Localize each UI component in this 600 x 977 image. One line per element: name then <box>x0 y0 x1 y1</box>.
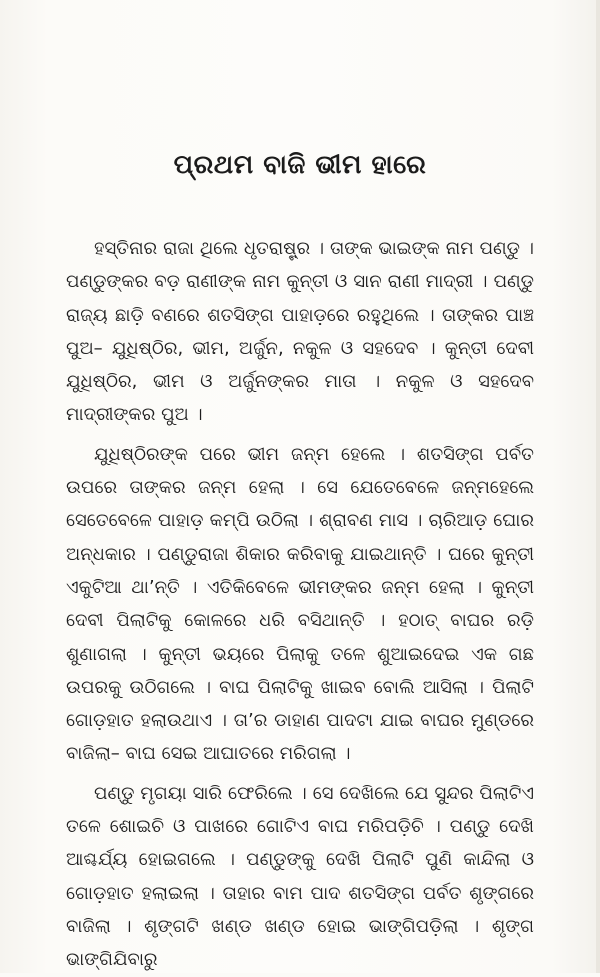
chapter-title: ପ୍ରଥମ ବାଜି ଭୀମ ହାରେ <box>173 150 427 180</box>
paragraph-2: ଯୁଧିଷ୍ଠିରଙ୍କ ପରେ ଭୀମ ଜନ୍ମ ହେଲେ । ଶତସିଙ୍ଗ ପର୍ବତ ଉପରେ ତାଙ୍କର ଜନ୍ମ ହେଲା । ସେ ଯେତେବେଳେ ଜନ୍ମହେଲେ ସେତେବେଳେ ପାହାଡ଼ କମ୍ପି ଉଠିଲା । ଶ୍ରାବଣ ମାସ । ଚାରିଆଡ଼ ଘୋର ଅନ୍ଧକାର । ପଣ୍ଡୁରାଜା ଶିକାର କରିବାକୁ ଯାଇଥାନ୍ତି । ଘରେ କୁନ୍ତୀ ଏକୁଟିଆ ଥା’ନ୍ତି । ଏତିକିବେଳେ ଭୀମଙ୍କର ଜନ୍ମ ହେଲା । କୁନ୍ତୀ ଦେବୀ ପିଲାଟିକୁ କୋଳରେ ଧରି ବସିଥାନ୍ତି । ହଠାତ୍ ବାଘର ରଡ଼ି ଶୁଣାଗଲା । କୁନ୍ତୀ ଭୟରେ ପିଲାକୁ ତଳେ ଶୁଆଇଦେଇ ଏକ ଗଛ ଉପରକୁ ଉଠିଗଲେ । ବାଘ ପିଲାଟିକୁ ଖାଇବ ବୋଲି ଆସିଲା । ପିଲାଟି ଗୋଡ଼ହାତ ହଲାଉଥାଏ । ତା’ର ଡାହାଣ ପାଦଟା ଯାଇ ବାଘର ମୁଣ୍ଡରେ ବାଜିଲା– ବାଘ ସେଇ ଆଘାତରେ ମରିଗଲା । <box>66 443 534 765</box>
chapter-body <box>66 232 534 977</box>
paragraph-3: ପଣ୍ଡୁ ମୃଗୟା ସାରି ଫେରିଲେ । ସେ ଦେଖିଲେ ଯେ ସୁନ୍ଦର ପିଲାଟିଏ ତଳେ ଶୋଇଚି ଓ ପାଖରେ ଗୋଟିଏ ବାଘ ମରିପଡ଼ିଚି । ପଣ୍ଡୁ ଦେଖି ଆଶ୍ଚର୍ଯ୍ୟ ହୋଇଗଲେ । ପଣ୍ଡୁଙ୍କୁ ଦେଖି ପିଲାଟି ପୁଣି କାନ୍ଦିଲା ଓ ଗୋଡ଼ହାତ ହଲାଇଲା । ତାହାର ବାମ ପାଦ ଶତସିଙ୍ଗ ପର୍ବତ ଶୃଙ୍ଗରେ ବାଜିଲା । ଶୃଙ୍ଗଟି ଖଣ୍ଡ ଖଣ୍ଡ ହୋଇ ଭାଙ୍ଗିପଡ଼ିଲା । ଶୃଙ୍ଗ ଭାଙ୍ଗିଯିବାରୁ <box>66 782 534 971</box>
paragraph-1: ହସ୍ତିନାର ରାଜା ଥିଲେ ଧୃତରାଷ୍ଟ୍ର । ତାଙ୍କ ଭାଇଙ୍କ ନାମ ପଣ୍ଡୁ । ପଣ୍ଡୁଙ୍କର ବଡ଼ ରାଣୀଙ୍କ ନାମ କୁନ୍ତୀ ଓ ସାନ ରାଣୀ ମାଦ୍ରୀ । ପଣ୍ଡୁ ରାଜ୍ୟ ଛାଡ଼ି ବଣରେ ଶତସିଙ୍ଗ ପାହାଡ଼ରେ ରହୁଥିଲେ । ତାଙ୍କର ପାଞ୍ଚ ପୁଅ– ଯୁଧିଷ୍ଠିର, ଭୀମ, ଅର୍ଜୁନ, ନକୁଳ ଓ ସହଦେବ । କୁନ୍ତୀ ଦେବୀ ଯୁଧିଷ୍ଠିର, ଭୀମ ଓ ଅର୍ଜୁନଙ୍କର ମାତା । ନକୁଳ ଓ ସହଦେବ ମାଦ୍ରୀଙ୍କର ପୁଅ । <box>66 238 534 426</box>
page-edge <box>596 0 600 973</box>
